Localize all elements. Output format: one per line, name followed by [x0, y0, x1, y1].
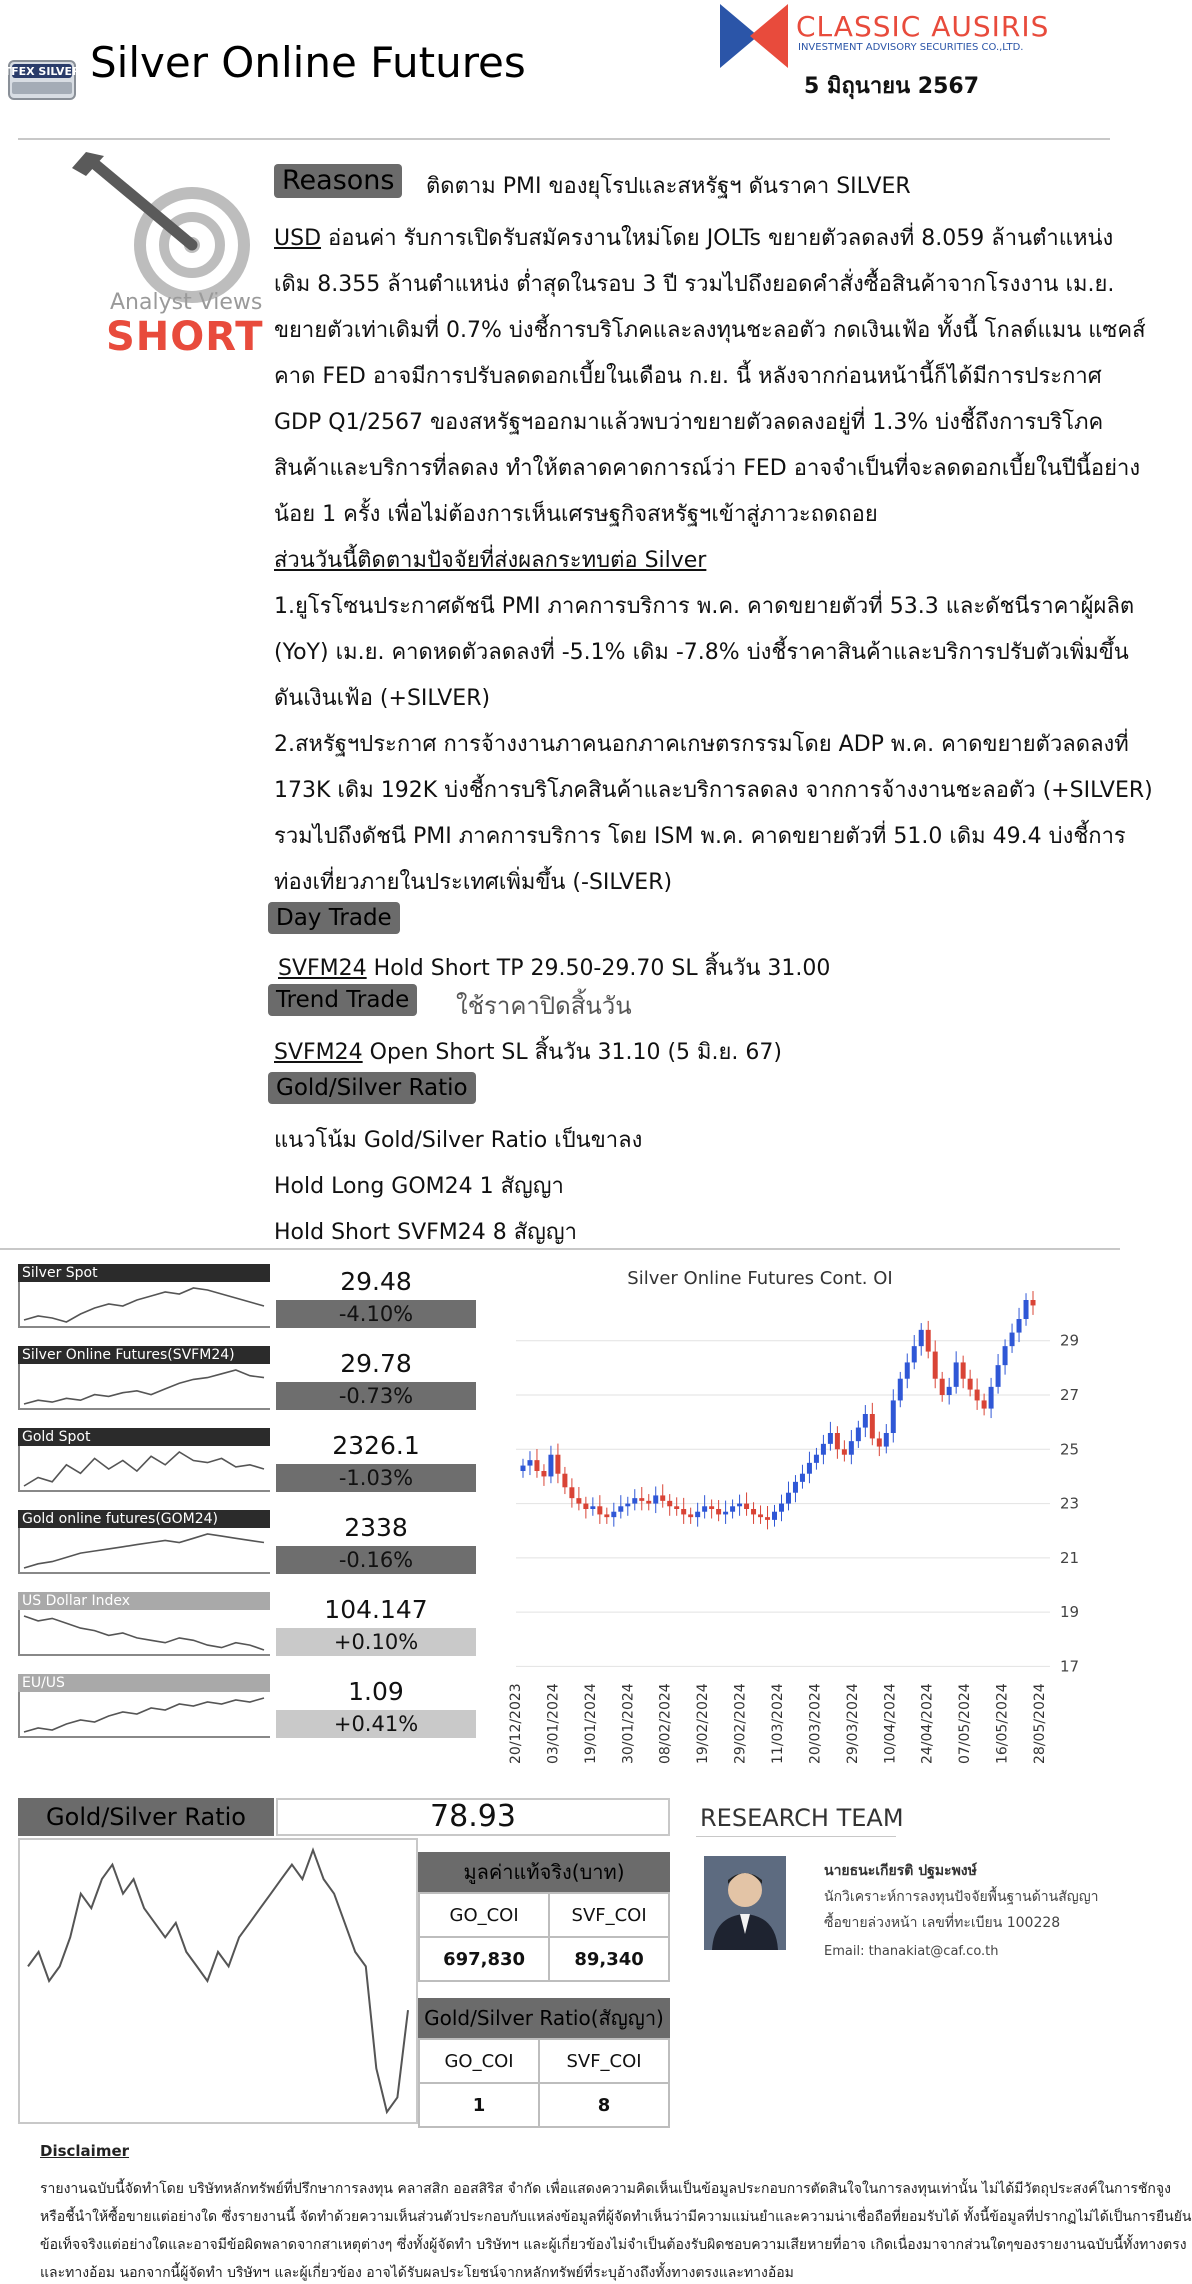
mid-divider [0, 1248, 1120, 1250]
market-change: -0.16% [276, 1546, 476, 1574]
candle-body [604, 1514, 609, 1517]
coi-value-table [418, 1892, 670, 1982]
analyst-avatar [704, 1856, 786, 1950]
candle-body [723, 1512, 728, 1515]
reasons-headline: ติดตาม PMI ของยุโรปและสหรัฐฯ ดันราคา SILVER [426, 174, 911, 199]
target-arrow-icon [72, 150, 262, 295]
coi-ratio-title: Gold/Silver Ratio(สัญญา) [424, 2006, 664, 2030]
day-trade-line [278, 950, 830, 985]
market-change: +0.10% [276, 1628, 476, 1656]
market-sparkline [18, 1446, 270, 1492]
coi-value-header-svf: SVF_COI [549, 1893, 669, 1937]
candle-body [527, 1460, 532, 1465]
candle-body [1017, 1319, 1022, 1333]
coi-ratio-header-svf: SVF_COI [539, 2039, 669, 2083]
candle-body [632, 1498, 637, 1503]
candle-body [1031, 1300, 1036, 1305]
reasons-tag: Reasons [274, 164, 402, 198]
candle-body [562, 1474, 567, 1488]
market-value: 2338 [276, 1510, 476, 1546]
x-tick-label: 29/03/2024 [844, 1683, 861, 1764]
ratio-title-bar [18, 1798, 274, 1836]
company-logo [718, 0, 790, 72]
candle-body [800, 1474, 805, 1482]
coi-ratio-title-bar [418, 1998, 670, 2038]
ratio-value: 78.93 [430, 1799, 516, 1834]
market-value: 29.48 [276, 1264, 476, 1300]
report-date: 5 มิถุนายน 2567 [804, 74, 980, 99]
candle-body [793, 1482, 798, 1493]
x-tick-label: 03/01/2024 [545, 1683, 562, 1764]
analyst-role: นักวิเคราะห์การลงทุนปัจจัยพื้นฐานด้านสัญญา [824, 1889, 1099, 1905]
y-tick-label: 25 [1060, 1440, 1080, 1459]
candle-body [835, 1433, 840, 1449]
today-factors-heading: ส่วนวันนี้ติดตามปัจจัยที่ส่งผลกระทบต่อ Silver [274, 548, 707, 573]
analyst-email: Email: thanakiat@caf.co.th [824, 1944, 999, 1959]
market-label: Silver Spot [18, 1264, 270, 1282]
candle-body [590, 1506, 595, 1509]
coi-ratio-svf: 8 [539, 2083, 669, 2127]
ratio-spark-line [28, 1850, 408, 2112]
x-tick-label: 08/02/2024 [657, 1683, 674, 1764]
reasons-line-2: เดิม 8.355 ล้านตำแหน่ง ต่ำสุดในรอบ 3 ปี รวมไปถึงยอดคำสั่งซื้อสินค้าจากโรงงาน เม.ย. [274, 272, 1115, 297]
ratio-trade-line-3: Hold Short SVFM24 8 สัญญา [274, 1220, 578, 1245]
day-trade-text: Hold Short TP 29.50-29.70 SL สิ้นวัน 31.00 [366, 956, 831, 981]
coi-value-header-go: GO_COI [419, 1893, 549, 1937]
candle-body [842, 1449, 847, 1454]
candle-body [947, 1387, 952, 1395]
research-heading: RESEARCH TEAM [700, 1804, 904, 1832]
tfex-logo [3, 60, 81, 100]
candle-body [1003, 1346, 1008, 1365]
candle-body [520, 1466, 525, 1471]
candle-body [989, 1387, 994, 1409]
candle-body [681, 1509, 686, 1514]
coi-value-title-bar [418, 1852, 670, 1892]
market-label: US Dollar Index [18, 1592, 270, 1610]
ratio-sparkline [20, 1840, 416, 2122]
header-divider [18, 138, 1110, 140]
disclaimer-line-2: หรือชี้นำให้ซื้อขายแต่อย่างใด ซึ่งรายงานนี้ จัดทำด้วยความเห็นส่วนตัวประกอบกับแหล่งข้อมูลที่ผู้จัดทำเห็นว่ามีความแม่นยำและความน่าเชื่อถือที่ยอมรับได้ ทั้งนี้ข้อมูลที่ปรากฏไม่ได้เป็นการยืนยัน [40, 2209, 1192, 2225]
x-tick-label: 24/04/2024 [919, 1683, 936, 1764]
market-sparkline [18, 1282, 270, 1328]
point2-line-3: รวมไปถึงดัชนี PMI ภาคการบริการ โดย ISM พ.ค. คาดขยายตัวที่ 51.0 เดิม 49.4 บ่งชี้การ [274, 824, 1126, 849]
candle-body [688, 1514, 693, 1517]
market-panel [18, 1428, 476, 1492]
candle-body [786, 1493, 791, 1504]
reasons-line-7: น้อย 1 ครั้ง เพื่อไม่ต้องการเห็นเศรษฐกิจสหรัฐฯเข้าสู่ภาวะถดถอย [274, 502, 878, 527]
candle-body [597, 1506, 602, 1514]
candle-body [765, 1517, 770, 1520]
coi-ratio-table [418, 2038, 670, 2128]
candle-body [709, 1506, 714, 1509]
candle-body [583, 1504, 588, 1509]
usd-label: USD [274, 226, 322, 251]
page-title: Silver Online Futures [90, 38, 526, 87]
market-spark-line [24, 1370, 264, 1404]
candle-body [576, 1498, 581, 1503]
candle-body [737, 1504, 742, 1507]
market-sparkline [18, 1364, 270, 1410]
oi-chart [510, 1290, 1120, 1770]
candle-body [912, 1346, 917, 1362]
x-tick-label: 19/02/2024 [695, 1683, 712, 1764]
analyst-license: ซื้อขายล่วงหน้า เลขที่ทะเบียน 100228 [824, 1915, 1061, 1931]
coi-value-svf: 89,340 [549, 1937, 669, 1981]
candle-body [730, 1506, 735, 1511]
y-tick-label: 17 [1060, 1657, 1080, 1676]
y-tick-label: 21 [1060, 1548, 1080, 1567]
market-spark-line [24, 1534, 264, 1568]
market-change: -0.73% [276, 1382, 476, 1410]
company-subtitle: INVESTMENT ADVISORY SECURITIES CO.,LTD. [798, 42, 1024, 53]
market-value: 1.09 [276, 1674, 476, 1710]
analyst-name: นายธนะเกียรติ ปฐมะพงษ์ [824, 1863, 977, 1879]
point2-line-2: 173K เดิม 192K บ่งชี้การบริโภคสินค้าและบริการลดลง จากการจ้างงานชะลอตัว (+SILVER) [274, 778, 1153, 803]
coi-value-go: 697,830 [419, 1937, 549, 1981]
point2-line-1: 2.สหรัฐฯประกาศ การจ้างงานภาคนอกภาคเกษตรกรรมโดย ADP พ.ค. คาดขยายตัวลดลงที่ [274, 732, 1129, 757]
candle-body [814, 1455, 819, 1463]
market-panel [18, 1346, 476, 1410]
coi-ratio-go: 1 [419, 2083, 539, 2127]
candle-body [744, 1504, 749, 1509]
candle-body [534, 1460, 539, 1471]
candle-body [905, 1362, 910, 1378]
candle-body [611, 1512, 616, 1517]
ratio-trade-line-1: แนวโน้ม Gold/Silver Ratio เป็นขาลง [274, 1128, 643, 1153]
reasons-line-1 [274, 220, 1113, 255]
x-tick-label: 16/05/2024 [994, 1683, 1011, 1764]
candle-body [933, 1352, 938, 1379]
candle-body [555, 1455, 560, 1474]
candle-body [821, 1444, 826, 1455]
candle-body [674, 1506, 679, 1509]
candle-body [772, 1512, 777, 1520]
company-name: CLASSIC AUSIRIS [796, 10, 1050, 43]
market-spark-line [24, 1616, 264, 1650]
candle-body [961, 1362, 966, 1378]
candle-body [863, 1414, 868, 1428]
ratio-title: Gold/Silver Ratio [46, 1803, 246, 1831]
market-value: 2326.1 [276, 1428, 476, 1464]
market-value: 29.78 [276, 1346, 476, 1382]
y-tick-label: 27 [1060, 1386, 1080, 1404]
candle-body [751, 1509, 756, 1514]
candle-body [541, 1471, 546, 1476]
trend-trade-line [274, 1034, 782, 1069]
candle-body [695, 1512, 700, 1517]
candle-body [807, 1463, 812, 1474]
candle-body [870, 1414, 875, 1438]
day-trade-symbol: SVFM24 [278, 956, 367, 981]
candle-body [940, 1379, 945, 1395]
candle-body [548, 1455, 553, 1477]
analyst-view-label: Analyst Views [110, 290, 263, 315]
disclaimer-line-3: ข้อเท็จจริงแต่อย่างใดและอาจมีข้อผิดพลาดจากสาเหตุต่างๆ ซึ่งทั้งผู้จัดทำ บริษัทฯ และผู้เกี่ยวข้องไม่จำเป็นต้องรับผิดชอบความเสียหายที่อาจ เกิดเนื่องมาจากส่วนใดๆของรายงานฉบับนี้ทั้งทางตรง [40, 2237, 1187, 2253]
market-value: 104.147 [276, 1592, 476, 1628]
market-panel [18, 1264, 476, 1328]
trend-trade-text: Open Short SL สิ้นวัน 31.10 (5 มิ.ย. 67) [362, 1040, 782, 1065]
coi-ratio-header-go: GO_COI [419, 2039, 539, 2083]
candle-body [828, 1433, 833, 1444]
market-label: Gold online futures(GOM24) [18, 1510, 270, 1528]
reasons-line-4: คาด FED อาจมีการปรับลดดอกเบี้ยในเดือน ก.ย. นี้ หลังจากก่อนหน้านี้ก็ได้มีการประกาศ [274, 364, 1102, 389]
market-spark-line [24, 1698, 264, 1732]
ratio-value-box [276, 1798, 670, 1836]
market-panel [18, 1674, 476, 1738]
candle-body [996, 1365, 1001, 1387]
candle-body [667, 1501, 672, 1506]
candle-body [716, 1509, 721, 1514]
candle-body [891, 1400, 896, 1433]
trend-trade-symbol: SVFM24 [274, 1040, 363, 1065]
disclaimer-line-1: รายงานฉบับนี้จัดทำโดย บริษัทหลักทรัพย์ที่ปรึกษาการลงทุน คลาสสิก ออสสิริส จำกัด เพื่อแสดงความคิดเห็นเป็นข้อมูลประกอบการตัดสินใจในการลงทุนเท่านั้น ไม่ได้มีวัตถุประสงค์ในการชักจูง [40, 2181, 1171, 2197]
candle-body [954, 1362, 959, 1386]
market-change: +0.41% [276, 1710, 476, 1738]
candle-body [877, 1438, 882, 1446]
candle-body [646, 1501, 651, 1504]
candle-body [653, 1495, 658, 1503]
disclaimer-title: Disclaimer [40, 2142, 130, 2160]
trend-trade-note: ใช้ราคาปิดสิ้นวัน [456, 992, 632, 1020]
reasons-line-3: ขยายตัวเท่าเดิมที่ 0.7% บ่งชี้การบริโภคและลงทุนชะลอตัว กดเงินเฟ้อ ทั้งนี้ โกลด์แมน แซคส์ [274, 318, 1146, 343]
y-tick-label: 29 [1060, 1331, 1080, 1350]
candle-body [569, 1487, 574, 1498]
point2-line-4: ท่องเที่ยวภายในประเทศเพิ่มขึ้น (-SILVER) [274, 870, 673, 895]
candle-body [898, 1379, 903, 1401]
candle-body [618, 1506, 623, 1511]
analyst-view-short: SHORT [106, 314, 264, 360]
reasons-line-1-text: อ่อนค่า รับการเปิดรับสมัครงานใหม่โดย JOLTs ขยายตัวลดลงที่ 8.059 ล้านตำแหน่ง [321, 226, 1114, 251]
y-tick-label: 19 [1060, 1603, 1080, 1622]
x-tick-label: 10/04/2024 [882, 1683, 899, 1764]
x-tick-label: 19/01/2024 [582, 1683, 599, 1764]
candle-body [968, 1379, 973, 1390]
candle-body [639, 1498, 644, 1501]
x-tick-label: 07/05/2024 [957, 1683, 974, 1764]
tfex-logo-text: TFEX SILVER [3, 65, 81, 78]
point1-line-1: 1.ยูโรโซนประกาศดัชนี PMI ภาคการบริการ พ.ค. คาดขยายตัวที่ 53.3 และดัชนีราคาผู้ผลิต [274, 594, 1135, 619]
research-underline [696, 1836, 896, 1837]
x-tick-label: 11/03/2024 [770, 1683, 786, 1764]
market-spark-line [24, 1288, 264, 1322]
market-change: -1.03% [276, 1464, 476, 1492]
market-spark-line [24, 1452, 264, 1486]
candle-body [758, 1514, 763, 1517]
market-sparkline [18, 1610, 270, 1656]
market-sparkline [18, 1528, 270, 1574]
disclaimer-line-4: และทางอ้อม นอกจากนี้ผู้จัดทำ บริษัทฯ และผู้เกี่ยวข้อง อาจได้รับผลประโยชน์จากหลักทรัพย์ที่ระบุอ้างถึงทั้งทางตรงและทางอ้อม [40, 2265, 794, 2281]
market-sparkline [18, 1692, 270, 1738]
candle-body [856, 1428, 861, 1442]
oi-chart-title: Silver Online Futures Cont. OI [627, 1268, 893, 1289]
trend-trade-tag: Trend Trade [268, 984, 417, 1016]
candle-body [625, 1504, 630, 1507]
market-panel [18, 1592, 476, 1656]
reasons-line-6: สินค้าและบริการที่ลดลง ทำให้ตลาดคาดการณ์ว่า FED อาจจำเป็นที่จะลดดอกเบี้ยในปีนี้อย่าง [274, 456, 1141, 481]
market-label: EU/US [18, 1674, 270, 1692]
point1-line-2: (YoY) เม.ย. คาดหดตัวลดลงที่ -5.1% เดิม -7.8% บ่งชี้ราคาสินค้าและบริการปรับตัวเพิ่มขึ้น [274, 640, 1129, 665]
day-trade-tag: Day Trade [268, 902, 400, 934]
candle-body [779, 1504, 784, 1512]
ratio-spark-box [18, 1838, 418, 2124]
x-tick-label: 30/01/2024 [620, 1683, 637, 1764]
candle-body [884, 1433, 889, 1447]
point1-line-3: ดันเงินเฟ้อ (+SILVER) [274, 686, 491, 711]
market-change: -4.10% [276, 1300, 476, 1328]
candle-body [702, 1506, 707, 1511]
market-label: Silver Online Futures(SVFM24) [18, 1346, 270, 1364]
reasons-line-5: GDP Q1/2567 ของสหรัฐฯออกมาแล้วพบว่าขยายตัวลดลงอยู่ที่ 1.3% บ่งชี้ถึงการบริโภค [274, 410, 1104, 435]
x-tick-label: 20/03/2024 [807, 1683, 824, 1764]
x-tick-label: 29/02/2024 [732, 1683, 749, 1764]
market-panel [18, 1510, 476, 1574]
candle-body [982, 1400, 987, 1408]
ratio-trade-tag: Gold/Silver Ratio [268, 1072, 476, 1104]
market-label: Gold Spot [18, 1428, 270, 1446]
x-tick-label: 20/12/2023 [508, 1683, 524, 1764]
y-tick-label: 23 [1060, 1494, 1080, 1513]
ratio-trade-line-2: Hold Long GOM24 1 สัญญา [274, 1174, 564, 1199]
candle-body [926, 1330, 931, 1352]
candle-body [1024, 1300, 1029, 1319]
candle-body [1010, 1333, 1015, 1347]
candle-body [660, 1495, 665, 1500]
coi-value-title: มูลค่าแท้จริง(บาท) [463, 1860, 625, 1884]
candle-body [849, 1441, 854, 1455]
candle-body [919, 1330, 924, 1346]
candle-body [975, 1390, 980, 1401]
x-tick-label: 28/05/2024 [1032, 1683, 1048, 1764]
